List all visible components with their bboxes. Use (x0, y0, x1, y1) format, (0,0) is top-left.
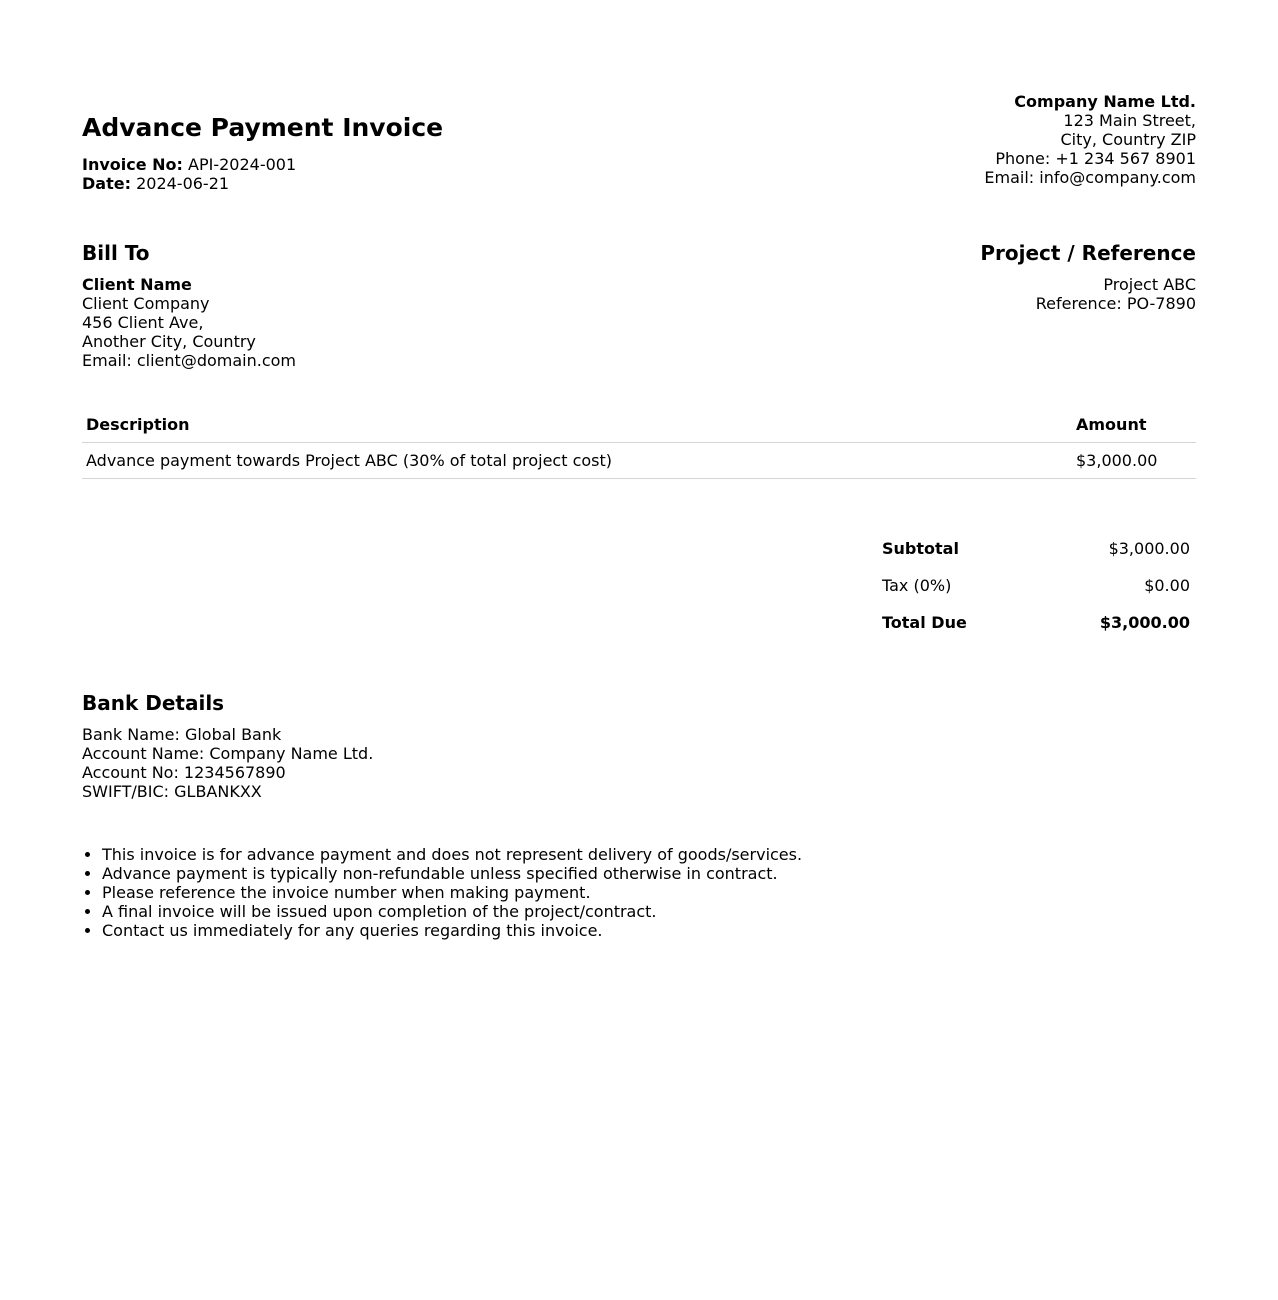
project-reference: Reference: PO-7890 (1035, 294, 1196, 313)
items-table (82, 407, 1196, 479)
total-due-label: Total Due (882, 613, 967, 632)
table-row (82, 443, 1196, 479)
client-name: Client Name (82, 275, 192, 294)
client-email: Email: client@domain.com (82, 351, 296, 370)
totals-table (878, 530, 1196, 641)
invoice-date-line (82, 174, 443, 193)
client-address-line1: 456 Client Ave, (82, 313, 204, 332)
list-item: • A final invoice will be issued upon completion of the project/contract. (102, 902, 802, 921)
invoice-notes (82, 845, 802, 940)
company-address-line2: City, Country ZIP (1060, 130, 1196, 149)
client-company: Client Company (82, 294, 210, 313)
invoice-date: 2024-06-21 (136, 174, 230, 193)
bill-to-heading: Bill To (82, 241, 150, 265)
invoice-header (82, 91, 1196, 201)
client-address-line2: Another City, Country (82, 332, 256, 351)
items-header-row (82, 407, 1196, 443)
project-name: Project ABC (1103, 275, 1196, 294)
bill-to-block (82, 241, 296, 370)
bank-swift: SWIFT/BIC: GLBANKXX (82, 782, 262, 801)
bank-account-number: Account No: 1234567890 (82, 763, 286, 782)
invoice-container (82, 91, 1196, 940)
invoice-number: API-2024-001 (188, 155, 297, 174)
tax-value: $0.00 (1144, 576, 1190, 595)
invoice-meta (82, 113, 443, 193)
invoice-number-line (82, 155, 443, 174)
invoice-number-label: Invoice No: (82, 155, 183, 174)
description-column-header: Description (82, 407, 1072, 443)
list-item: • Please reference the invoice number when making payment. (102, 883, 802, 902)
invoice-title: Advance Payment Invoice (82, 113, 444, 142)
list-item: • Contact us immediately for any queries regarding this invoice. (102, 921, 802, 940)
subtotal-value: $3,000.00 (1108, 539, 1190, 558)
list-item: • This invoice is for advance payment and does not represent delivery of goods/services. (102, 845, 802, 864)
parties-section (82, 241, 1196, 401)
item-description: Advance payment towards Project ABC (30% of total project cost) (82, 443, 1072, 479)
subtotal-row (878, 530, 1196, 567)
bank-details (82, 691, 373, 801)
company-email: Email: info@company.com (984, 168, 1196, 187)
company-info (984, 92, 1196, 187)
total-due-row (878, 604, 1196, 641)
subtotal-label: Subtotal (882, 539, 959, 558)
company-name: Company Name Ltd. (1014, 92, 1196, 111)
project-reference-block (980, 241, 1196, 313)
tax-label: Tax (0%) (882, 576, 952, 595)
company-address-line1: 123 Main Street, (1063, 111, 1196, 130)
invoice-date-label: Date: (82, 174, 131, 193)
amount-column-header: Amount (1072, 407, 1196, 443)
project-heading: Project / Reference (980, 241, 1196, 265)
list-item: • Advance payment is typically non-refundable unless specified otherwise in contract. (102, 864, 802, 883)
bank-name: Bank Name: Global Bank (82, 725, 282, 744)
total-due-value: $3,000.00 (1099, 613, 1190, 632)
bank-heading: Bank Details (82, 691, 225, 715)
tax-row (878, 567, 1196, 604)
item-amount: $3,000.00 (1072, 443, 1196, 479)
company-phone: Phone: +1 234 567 8901 (995, 149, 1196, 168)
bank-account-name: Account Name: Company Name Ltd. (82, 744, 374, 763)
